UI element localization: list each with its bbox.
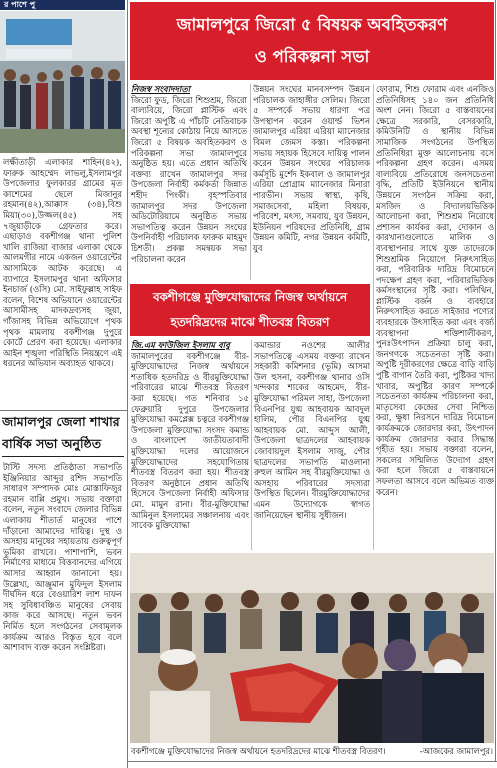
left-top-header-fragment: র পাশে পু [0, 0, 125, 10]
main-story-byline: নিজস্ব সংবাদদাতা [131, 84, 191, 94]
left-mid-title-line2: বার্ষিক সভা অনুষ্ঠিত [2, 436, 102, 451]
bottom-frame-line [128, 761, 497, 762]
main-story-title-line1: জামালপুরে জিরো ৫ বিষয়ক অবহিতকরণ [176, 15, 448, 34]
left-mid-story-body: টাস্টি সদস্য প্রতিষ্ঠাতা সভাপতি ইঞ্জিনিয়ার আব্দুর রশিদ সভাপতি সাধারণ সম্পাদক মোঃ মোস্তাফিজুর রহমান বাপ্পি প্রমুখ। সভায় বক্তারা বলেন, নতুন সংবাদে জেলার বিভিন্ন এলাকায় শীতার্ত মানুষের পাশে দাঁড়ানো আমাদের দায়িত্ব। দুস্থ ও অসহায় মানুষের সহায়তায় গুরুত্বপূর্ণ ভূমিকা রাখবে। পাশাপাশি, ভবন নির্মাণের মাধ্যমে বিত্তবানদের এগিয়ে আসার আহ্বান জানানো হয়। উল্লেখ্য, আঞ্জুমান মুফিদুল ইসলাম দীর্ঘদিন ধরে বেওয়ারিশ লাশ দাফন সহ সুবিধাবঞ্চিত মানুষের সেবায় কাজ করে আসছে। নতুন ভবন নির্মিত হলে সংগঠনের সেবামূলক কার্যক্রম আরও বিস্তৃত হবে বলে আশাবাদ ব্যক্ত করেন সংশ্লিষ্টরা। [3, 462, 122, 653]
right-frame-line [495, 0, 496, 762]
police-arrest-photo-graphic [0, 11, 125, 153]
main-story-col2: উন্নয়ন সংঘের মানবসম্পদ উন্নয়ন পরিচালক জাহাঙ্গীর সেলিম। জিরো ৫ সম্পর্কে সভায় ধারণা পত্র উপস্থাপন করেন ওয়ার্ল্ড ভিশন জামালপুর এরিয়া এরিয়া ম্যানেজার বিমল জেমস কস্তা। পরিকল্পনা সভায় সহায়ক হিসেবে দায়িত্ব পালন করেন উন্নয়ন সংঘের পরিচালক কর্মসূচি মুর্শেদ ইকবাল ও জামালপুর এরিয়া প্রোগ্রাম ম্যানেজার মিনারা পারভীন। সভায় স্বাস্থ্য, কৃষি, সমাজসেবা, মহিলা বিষয়ক, পরিবেশ, মৎস্য, সমবায়, যুব উন্নয়ন, ইউনিয়ন পরিষদের প্রতিনিধি, গ্রাম উন্নয়ন কমিটি, নগর উন্নয়ন কমিটি, যুব [253, 84, 370, 253]
police-arrest-photo [0, 11, 125, 153]
main-col-sep-1 [250, 84, 251, 280]
second-story-col1 [131, 340, 249, 550]
left-column-separator [127, 0, 128, 768]
second-story-col1-text: জামালপুরের বকশীগঞ্জে বীর-মুক্তিযোদ্ধাদের নিজস্ব অর্থায়নে শতাধিক হতদরিদ্র ও বীরমুক্তিযোদ্ধা পরিবারের মাঝে শীতবস্ত্র বিতরণ করা হয়েছে। গত শনিবার ১৫ ফেব্রুয়ারি দুপুরে উপজেলার মুক্তিযোদ্ধা কমপ্লেক্স চত্বরে বকশীগঞ্জ উপজেলা মুক্তিযোদ্ধা সংসদ কমান্ড ও বাংলাদেশ জাতীয়তাবাদী মুক্তিযোদ্ধা দলের আয়োজনে মুক্তিযোদ্ধাদের সহযোগিতায় শীতবস্ত্র বিতরণ করা হয়। শীতবস্ত্র বিতরণ অনুষ্ঠানে প্রধান অতিথি হিসেবে উপজেলা নির্বাহী অফিসার মো. মামুন রানা। বীর-মুক্তিযোদ্ধা আমিনুল ইসলামের সঞ্চালনায় এবং সাবেক মুক্তিযোদ্ধা [131, 350, 249, 531]
main-story-title-banner [130, 2, 494, 80]
second-story-title-line1: বকশীগঞ্জে মুক্তিযোদ্ধাদের নিজস্ব অর্থায়নে [152, 290, 348, 304]
second-story-title-box [130, 284, 370, 336]
main-story-col3: ফোরাম, শিশু ফোরাম এবং এনজিও প্রতিনিধিসহ ১৪০ জন প্রতিনিধি অংশ নেন। জিরো ৫ বাস্তবায়নের ক্ষেত্রে সরকারি, বেসরকারি, কমিউনিটি ও স্থানীয় বিভিন্ন সামাজিক সংগঠনের উপস্থিত প্রতিনিধিরা মুক্ত আলোচনায় বসে পরিকল্পনা গ্রহণ করেন। এসময় বাল্যবিয়ে প্রতিরোধে জনসচেতনা বৃদ্ধি, প্রতিটি ইউনিয়নে স্থানীয় উন্নয়নে সংগঠন সক্রিয় করা, মসজিদ ও বিদ্যালয়ভিত্তিক আলোচনা করা, শিশুশ্রম নিরোধে প্রশাসন কার্যকর করা, দোকান ও কারখানাগুলোতে মালিক ও ব্যবস্থাপনার সাথে যুক্ত তাদেরকে শিশুশ্রমিক নিয়োগে নিরুৎসাহিত করা, পরিবারিক দারিদ্র বিমোচনে পদক্ষেপ গ্রহণ করা, পরিবারভিত্তিক কর্মসংস্থানের সৃষ্টি করা। পলিথিন, প্লাস্টিক বর্জন ও ব্যবহারে নিরুৎসাহিত করতে সাইজার পণ্যের ব্যবহারকে উৎসাহিত করা এবং বর্জ্য ব্যবস্থাপনা শক্তিশালীকরণ, পুনঃউৎপাদন প্রক্রিয়া চালু করা, জনগণকে সচেতনতা সৃষ্টি করা। অপুষ্টি দূরীকরণের ক্ষেত্রে বাড়ি বাড়ি পুষ্টি বাগান তৈরি করা, পুষ্টিকর খাদ্য খাবার, অপুষ্টির কারণ সম্পর্কে সচেতনতা কার্যক্রম পরিচালনা করা, মাতৃসেবা কেন্দ্রের সেবা নিশ্চিত করা, ক্ষুধা নিরসনে দারিদ্র বিমোচন কার্যক্রমকে জোরদার করা, উৎপাদন কার্যক্রম জোরদার করার সিদ্ধান্ত গৃহীত হয়। সভায় বক্তারা বলেন, সকলের সম্মিলিত উদ্যোগ গ্রহণ করা হলে জিরো ৫ বাস্তবায়নে সফলতা আসবে বলে অভিমত ব্যক্ত করেন। [376, 84, 494, 497]
second-story-byline: জি.এম ফাউজিল ইসলাম বাবু [131, 340, 230, 350]
winter-clothes-photo-graphic [130, 553, 494, 743]
second-story-title-line2: হতদরিদ্রদের মাঝে শীতবস্ত্র বিতরণ [170, 315, 330, 329]
photo-caption [131, 745, 493, 759]
left-mid-title-line1: জামালপুর জেলা শাখার [2, 414, 120, 429]
winter-clothes-distribution-photo [130, 553, 494, 743]
second-col-sep [251, 340, 252, 550]
main-col-sep-2 [373, 84, 374, 550]
left-divider-1 [0, 410, 127, 411]
main-story-title-line2: ও পরিকল্পনা সভা [254, 47, 370, 66]
left-mid-title-underline [2, 456, 124, 457]
photo-caption-text: বকশীগঞ্জে মুক্তিযোদ্ধাদের নিজস্ব অর্থায়নে হতদরিদ্রদের মাঝে শীতবস্ত্র বিতরণ। [131, 746, 386, 756]
main-story-col1 [131, 84, 247, 280]
photo-credit: -আজকের জামালপুর। [419, 746, 493, 756]
left-top-story-body: লক্ষীতাড়ী এলাকার শাহিন(৪২), ফারুক আহম্মেদ লাভলু,ইসলামপুর উপজেলার ফুলকারর গ্রামের মৃত কাশেমের ছেলে মিজানুর রহমান(৪২),আক্কাস (৩৪),বিশু মিয়া(৩০),উজ্জল(৪৫) সহ ৭জুয়াড়ীকে গ্রেফতার করে। এছাড়াও বকশীগঞ্জ থানা পুলিশ খালি রাজিয়া বাজার এলাকা থেকে আলমগীর নামে একজন ওয়ারেন্টের আসামিকে আটক করেছে। এ ব্যাপারে ইসলামপুর থানা অফিসার ইনচার্জ (ওসি) মো. সাইফুল্লাহ সাইফ বলেন, বিশেষ অভিযানে ওয়ারেন্টের আসামীসহ মাদকদ্রব্যসহ জুয়া, গাঁজাসহ বিভিন্ন অভিযোগে পৃথক পৃথক মামলায় বকশীগঞ্জ দুপুরে কোর্টে প্রেরণ করা হয়েছে। এলাকার আইন শৃঙ্খলা পরিস্থিতি নিয়ন্ত্রণে এই ধরনের অভিযান অব্যাহত থাকবে। [3, 157, 122, 369]
second-story-col2: কমান্ডার নওশের আলীর সভাপতিত্বে এসময় বক্তব্য রাখেন সহকারী কমিশনার (ভূমি) আসমা উল হুসনা, বকশীগঞ্জ থানার ওসি খন্দকার শাকের আহমেদ, বীর-মুক্তিযোদ্ধা পরিমল সাহা, উপজেলা বিএনপির যুগ্ম আহবায়ক আবদুল হালিম, পৌর বিএনপির যুগ্ম আহবায়ক মো. আব্দুস আলী, উপজেলা ছাত্রদলের আহবায়ক জোবায়দুল ইসলাম সাজু, পৌর ছাত্রদলের সভাপতি মাওলানা রুহুল আমিন সহ বীরমুক্তিযোদ্ধা ও অসহায় পরিবারের সদস্যরা উপস্থিত ছিলেন। বীরমুক্তিযোদ্ধাদের এমন উদ্যোগকে স্বাগত জানিয়েছেন স্থানীয় সুধীজন। [254, 340, 370, 520]
main-story-col1-text: জিরো ফুড, জিরো শিশুশ্রম, জিরো বাল্যবিয়ে, জিরো প্লাস্টিক এবং জিরো অপুষ্টি এ পাঁচটি নেতিবাচক অবস্থা শূন্যের কোঠায় নিয়ে আসতে জিরো ৫ বিষয়ক অবহিতকরণ ও পরিকল্পনা সভা জামালপুরে অনুষ্ঠিত হয়। এতে প্রধান অতিথি বক্তব্য রাখেন জামালপুর সদর উপজেলা নির্বাহী কর্মকর্তা জিন্নাত শহীদ পিংকী। বৃহস্পতিবার জামালপুর সদর উপজেলা অডিটোরিয়ামে অনুষ্ঠিত সভায় সভাপতিত্ব করেন উন্নয়ন সংঘের উপনির্বাহী পরিচালক ফারুক মাহমুদ চিশতী। প্রকল্প সমন্বয়ক সভা পরিচালনা করেন [131, 94, 247, 264]
